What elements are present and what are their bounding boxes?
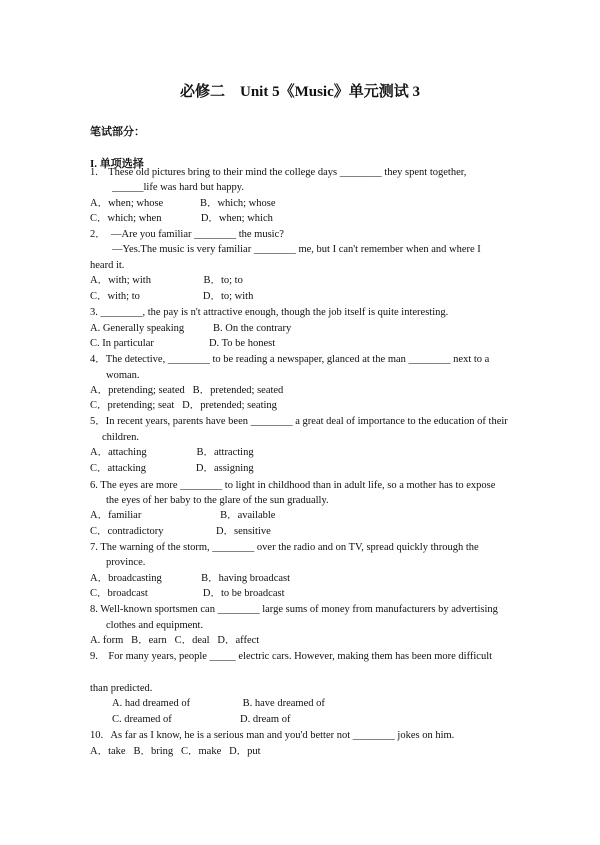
question-line: province. [106,557,146,568]
question-line: 1. These old pictures bring to their mind the college days ________ they spent together, [90,167,467,178]
question-line: 2． —Are you familiar ________ the music? [90,229,284,240]
question-line: the eyes of her baby to the glare of the sun gradually. [106,495,329,506]
question-line: A. Generally speaking B. On the contrary [90,323,292,334]
question-line: A．pretending; seated B．pretended; seated [90,385,284,396]
question-line: 9. For many years, people _____ electric cars. However, making them has been more difficult [90,651,493,662]
section-heading: 笔试部分： [90,126,145,138]
question-line: heard it. [90,260,125,271]
question-line: —Yes.The music is very familiar ________ me, but I can't remember when and where I [112,244,481,255]
question-line: 7. The warning of the storm, ________ over the radio and on TV, spread quickly through the [90,542,479,553]
question-line: C．with; to D．to; with [90,291,254,302]
question-line: 10. As far as I know, he is a serious man and you'd better not ________ jokes on him. [90,730,455,741]
question-line: 3. ________, the pay is n't attractive enough, though the job itself is quite interesting. [90,307,449,318]
question-line: C．contradictory D．sensitive [90,526,271,537]
question-line: A．familiar B．available [90,510,276,521]
question-line: C．pretending; seat D．pretended; seating [90,400,277,411]
question-line: woman. [106,370,140,381]
question-line: A．when; whose B．which; whose [90,198,276,209]
part-heading: I. 单项选择 [90,158,144,170]
question-line: A. had dreamed of B. have dreamed of [112,698,325,709]
question-line: A．take B．bring C．make D．put [90,746,261,757]
question-line: 5．In recent years, parents have been ________ a great deal of importance to the education of their [90,416,508,427]
question-line: C．which; when D．when; which [90,213,273,224]
question-line: A．broadcasting B．having broadcast [90,573,291,584]
question-line: C．broadcast D．to be broadcast [90,588,285,599]
document-title: 必修二 Unit 5《Music》单元测试 3 [179,84,420,100]
question-line: than predicted. [90,683,153,694]
question-line: A. form B．earn C．deal D．affect [90,635,260,646]
question-line: 6. The eyes are more ________ to light in childhood than in adult life, so a mother has to expose [90,480,496,491]
question-line: clothes and equipment. [106,620,204,631]
question-line: 4．The detective, ________ to be reading a newspaper, glanced at the man ________ next to a [90,354,490,365]
question-line: 8. Well-known sportsmen can ________ large sums of money from manufacturers by advertising [90,604,498,615]
question-line: A．with; with B．to; to [90,275,243,286]
question-line: C．attacking D．assigning [90,463,254,474]
question-line: C. In particular D. To be honest [90,338,276,349]
question-line: A．attaching B．attracting [90,447,254,458]
question-line: C. dreamed of D. dream of [112,714,291,725]
question-line: children. [102,432,140,443]
question-line: ______life was hard but happy. [112,182,244,193]
